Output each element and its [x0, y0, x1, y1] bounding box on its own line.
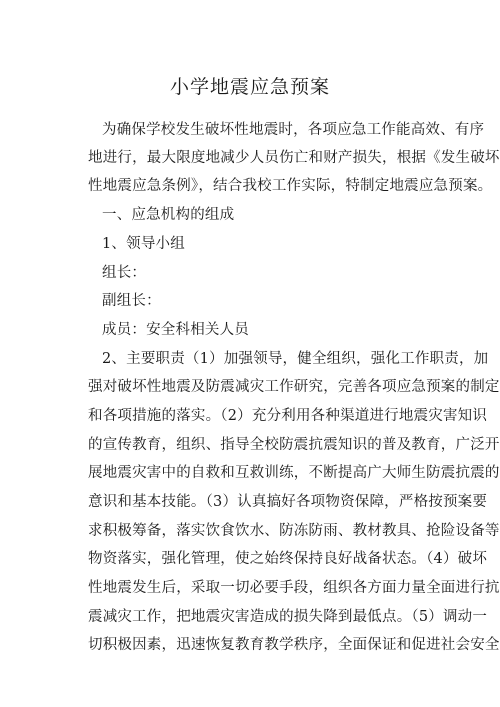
- paragraph-line: 求积极筹备，落实饮食饮水、防冻防雨、教材教具、抢险设备等: [88, 523, 500, 539]
- paragraph-line: 的宣传教育，组织、指导全校防震抗震知识的普及教育，广泛开: [88, 437, 500, 453]
- section-heading: 一、应急机构的组成: [102, 207, 235, 223]
- paragraph-line: 2、主要职责（1）加强领导，健全组织，强化工作职责，加: [102, 351, 489, 367]
- paragraph-line: 强对破坏性地震及防震减灾工作研究，完善各项应急预案的制定: [88, 379, 500, 395]
- paragraph-line: 和各项措施的落实。（2）充分利用各种渠道进行地震灾害知识: [88, 408, 488, 424]
- document-title: 小学地震应急预案: [169, 76, 330, 98]
- deputy-leader-line: 副组长：: [102, 293, 161, 309]
- members-line: 成员：安全科相关人员: [102, 322, 249, 338]
- paragraph-line: 性地震发生后，采取一切必要手段，组织各方面力量全面进行抗: [88, 580, 500, 596]
- paragraph-line: 地进行，最大限度地减少人员伤亡和财产损失，根据《发生破坏: [88, 150, 500, 166]
- paragraph-line: 切积极因素，迅速恢复教育教学秩序，全面保证和促进社会安全: [88, 637, 500, 653]
- subsection-heading: 1、领导小组: [102, 236, 185, 252]
- paragraph-line: 为确保学校发生破坏性地震时，各项应急工作能高效、有序: [102, 122, 485, 138]
- team-leader-line: 组长：: [102, 265, 147, 281]
- paragraph-line: 震减灾工作，把地震灾害造成的损失降到最低点。（5）调动一: [88, 609, 488, 625]
- paragraph-line: 意识和基本技能。（3）认真搞好各项物资保障，严格按预案要: [88, 494, 488, 510]
- paragraph-line: 性地震应急条例》，结合我校工作实际，特制定地震应急预案。: [88, 178, 493, 194]
- paragraph-line: 物资落实，强化管理，使之始终保持良好战备状态。（4）破坏: [88, 551, 488, 567]
- paragraph-line: 展地震灾害中的自救和互救训练，不断提高广大师生防震抗震的: [88, 465, 500, 481]
